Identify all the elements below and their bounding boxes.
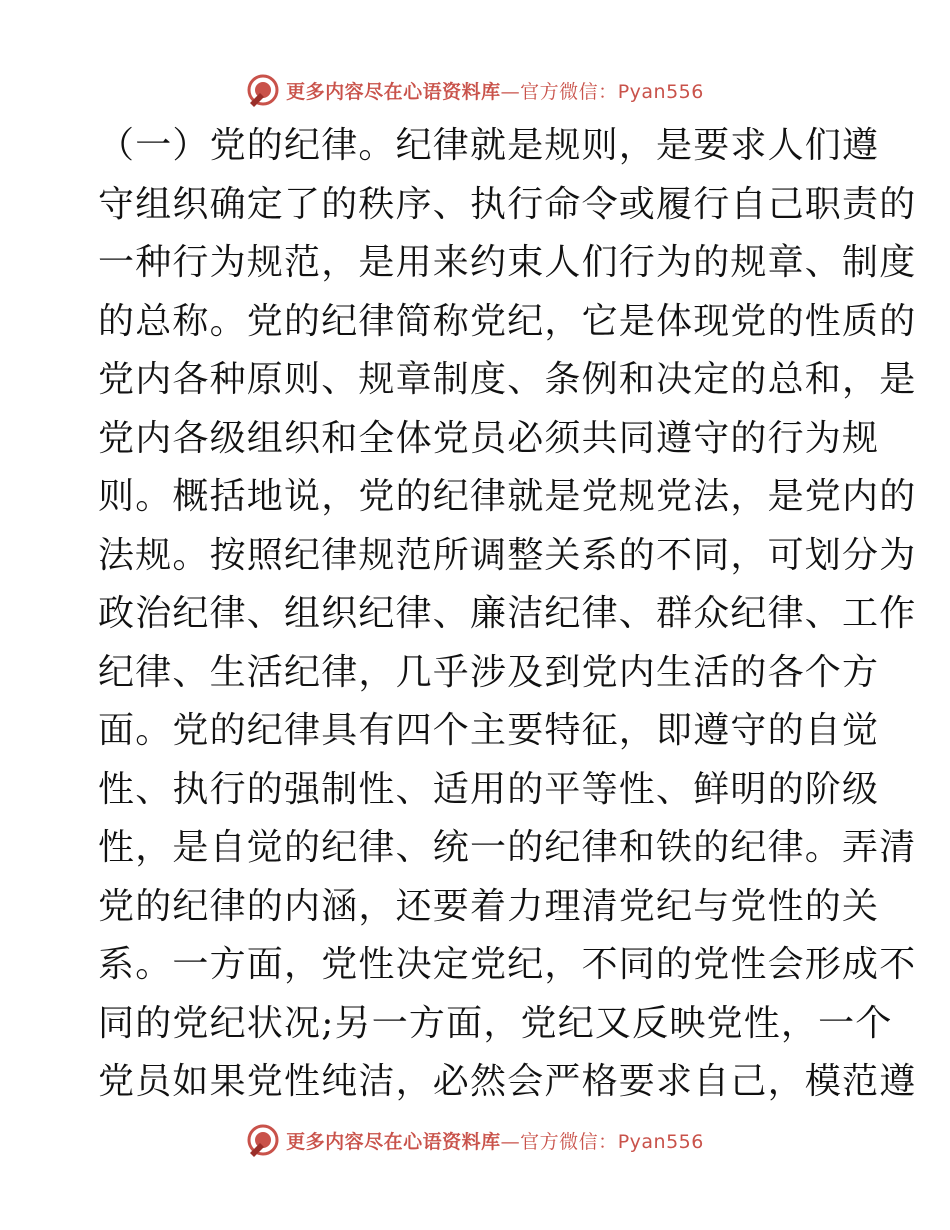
body-line: 面。党的纪律具有四个主要特征，即遵守的自觉 (98, 710, 880, 751)
header-watermark (0, 70, 950, 110)
footer-official-label: —官方微信： (500, 1130, 618, 1153)
body-line: 系。一方面，党性决定党纪，不同的党性会形成不 (98, 944, 917, 985)
footer-site-name: 更多内容尽在心语资料库 (286, 1130, 501, 1153)
header-official-label: —官方微信： (500, 80, 618, 103)
body-line: 党内各种原则、规章制度、条例和决定的总和，是 (98, 359, 917, 400)
header-site-name: 更多内容尽在心语资料库 (286, 80, 501, 103)
body-line: 党员如果党性纯洁，必然会严格要求自己，模范遵 (98, 1061, 917, 1102)
body-line: 守组织确定了的秩序、执行命令或履行自己职责的 (98, 183, 917, 225)
footer-account-id: Pyan556 (617, 1130, 704, 1153)
body-line: 则。概括地说，党的纪律就是党规党法，是党内的 (98, 476, 917, 517)
body-line: 一种行为规范，是用来约束人们行为的规章、制度 (98, 242, 917, 283)
body-line: （一）党的纪律。纪律就是规则，是要求人们遵 (98, 125, 880, 166)
document-body (98, 117, 917, 1112)
body-line: 性、执行的强制性、适用的平等性、鲜明的阶级 (98, 768, 880, 810)
pen-seal-logo-icon (246, 73, 280, 107)
body-line: 党内各级组织和全体党员必须共同遵守的行为规 (98, 417, 880, 459)
pen-seal-logo-icon (246, 1123, 280, 1157)
header-banner-text (286, 77, 704, 104)
footer-banner-text (286, 1127, 704, 1154)
body-line: 性，是自觉的纪律、统一的纪律和铁的纪律。弄清 (98, 827, 917, 868)
footer-watermark (0, 1120, 950, 1160)
header-account-id: Pyan556 (617, 80, 704, 103)
body-line: 法规。按照纪律规范所调整关系的不同，可划分为 (98, 534, 917, 576)
body-line: 的总称。党的纪律简称党纪，它是体现党的性质的 (98, 300, 917, 342)
body-line: 党的纪律的内涵，还要着力理清党纪与党性的关 (98, 885, 880, 927)
body-line: 政治纪律、组织纪律、廉洁纪律、群众纪律、工作 (98, 593, 917, 634)
body-line: 同的党纪状况;另一方面，党纪又反映党性，一个 (98, 1002, 893, 1044)
body-line: 纪律、生活纪律，几乎涉及到党内生活的各个方 (98, 651, 880, 693)
